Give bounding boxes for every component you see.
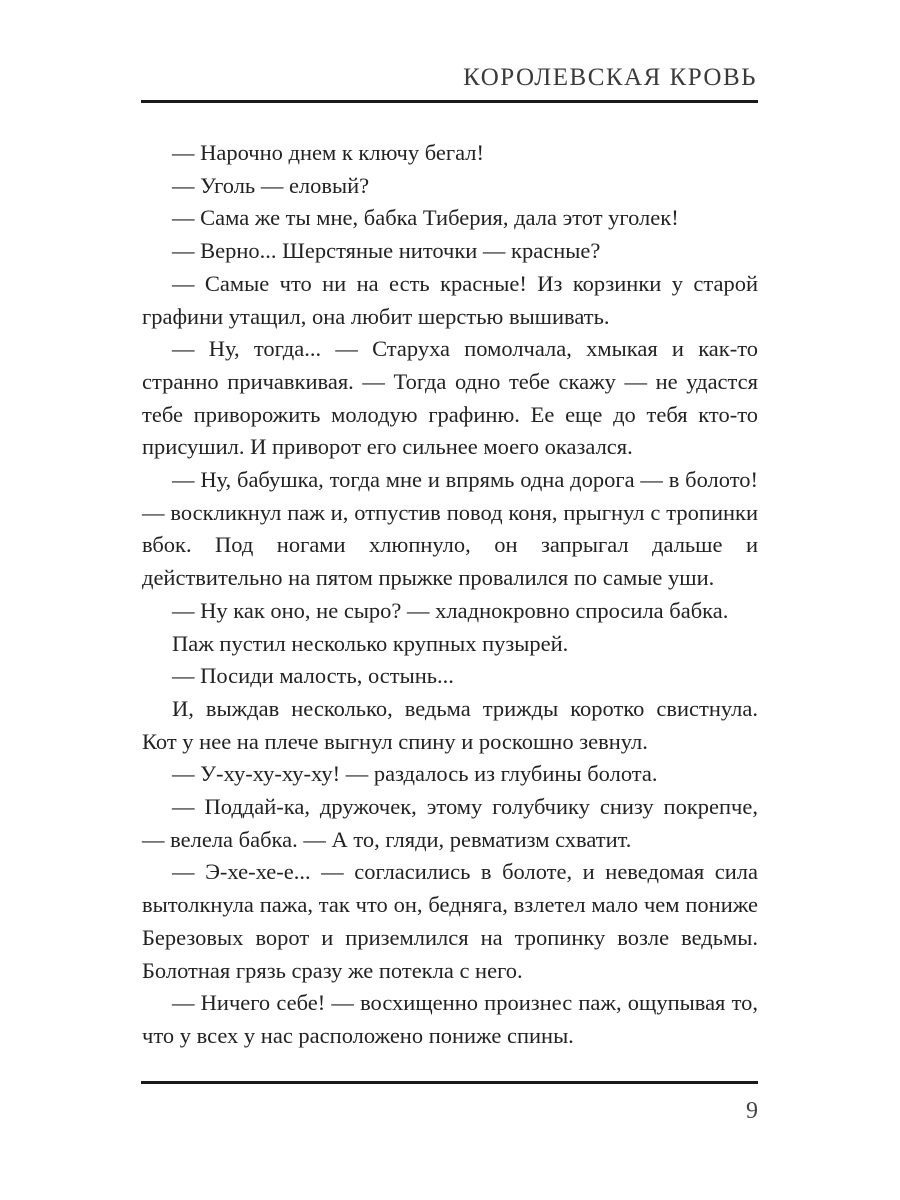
- paragraph: И, выждав несколько, ведьма трижды коротко свистнула. Кот у нее на плече выгнул спину и роскошно зевнул.: [142, 695, 758, 754]
- paragraph: — Самые что ни на есть красные! Из корзинки у старой графини утащил, она любит шерстью вышивать.: [142, 270, 758, 329]
- page-number: 9: [746, 1098, 758, 1124]
- header-rule: [141, 100, 758, 103]
- paragraph: — Ничего себе! — восхищенно произнес паж, ощупывая то, что у всех у нас расположено пониже спины.: [142, 990, 758, 1048]
- paragraph: — Поддай-ка, дружочек, этому голубчику снизу покрепче, — велела бабка. — А то, гляди, ревматизм схватит.: [142, 794, 758, 852]
- paragraph: — Посиди малость, остынь...: [172, 663, 454, 689]
- running-title: КОРОЛЕВСКАЯ КРОВЬ: [463, 64, 757, 91]
- paragraph: — Ну как оно, не сыро? — хладнокровно спросила бабка.: [172, 597, 729, 623]
- paragraph: — Ну, тогда... — Старуха помолчала, хмыкая и как-то странно причавкивая. — Тогда одно тебе скажу — не удастся тебе приворожить молодую графиню. Ее еще до тебя кто-то присушил. И приворот его сильнее моего оказался.: [142, 336, 758, 460]
- footer-rule: [141, 1081, 758, 1084]
- paragraph: — Ну, бабушка, тогда мне и впрямь одна дорога — в болото! — воскликнул паж и, отпустив повод коня, прыгнул с тропинки вбок. Под ногами хлюпнуло, он запрыгал дальше и действительно на пятом прыжке провалился по самые уши.: [142, 467, 758, 591]
- paragraph: — Уголь — еловый?: [172, 172, 370, 198]
- paragraph: — Нарочно днем к ключу бегал!: [172, 140, 484, 165]
- page-body: [142, 137, 758, 1053]
- paragraph: — У-ху-ху-ху-ху! — раздалось из глубины болота.: [172, 761, 658, 787]
- paragraph: Паж пустил несколько крупных пузырей.: [172, 630, 569, 656]
- paragraph: — Верно... Шерстяные ниточки — красные?: [172, 238, 601, 264]
- paragraph: — Сама же ты мне, бабка Тиберия, дала этот уголек!: [172, 205, 679, 231]
- paragraph: — Э-хе-хе-е... — согласились в болоте, и неведомая сила вытолкнула пажа, так что он, бедняга, взлетел мало чем пониже Березовых ворот и приземлился на тропинку возле ведьмы. Болотная грязь сразу же потекла с него.: [142, 859, 758, 983]
